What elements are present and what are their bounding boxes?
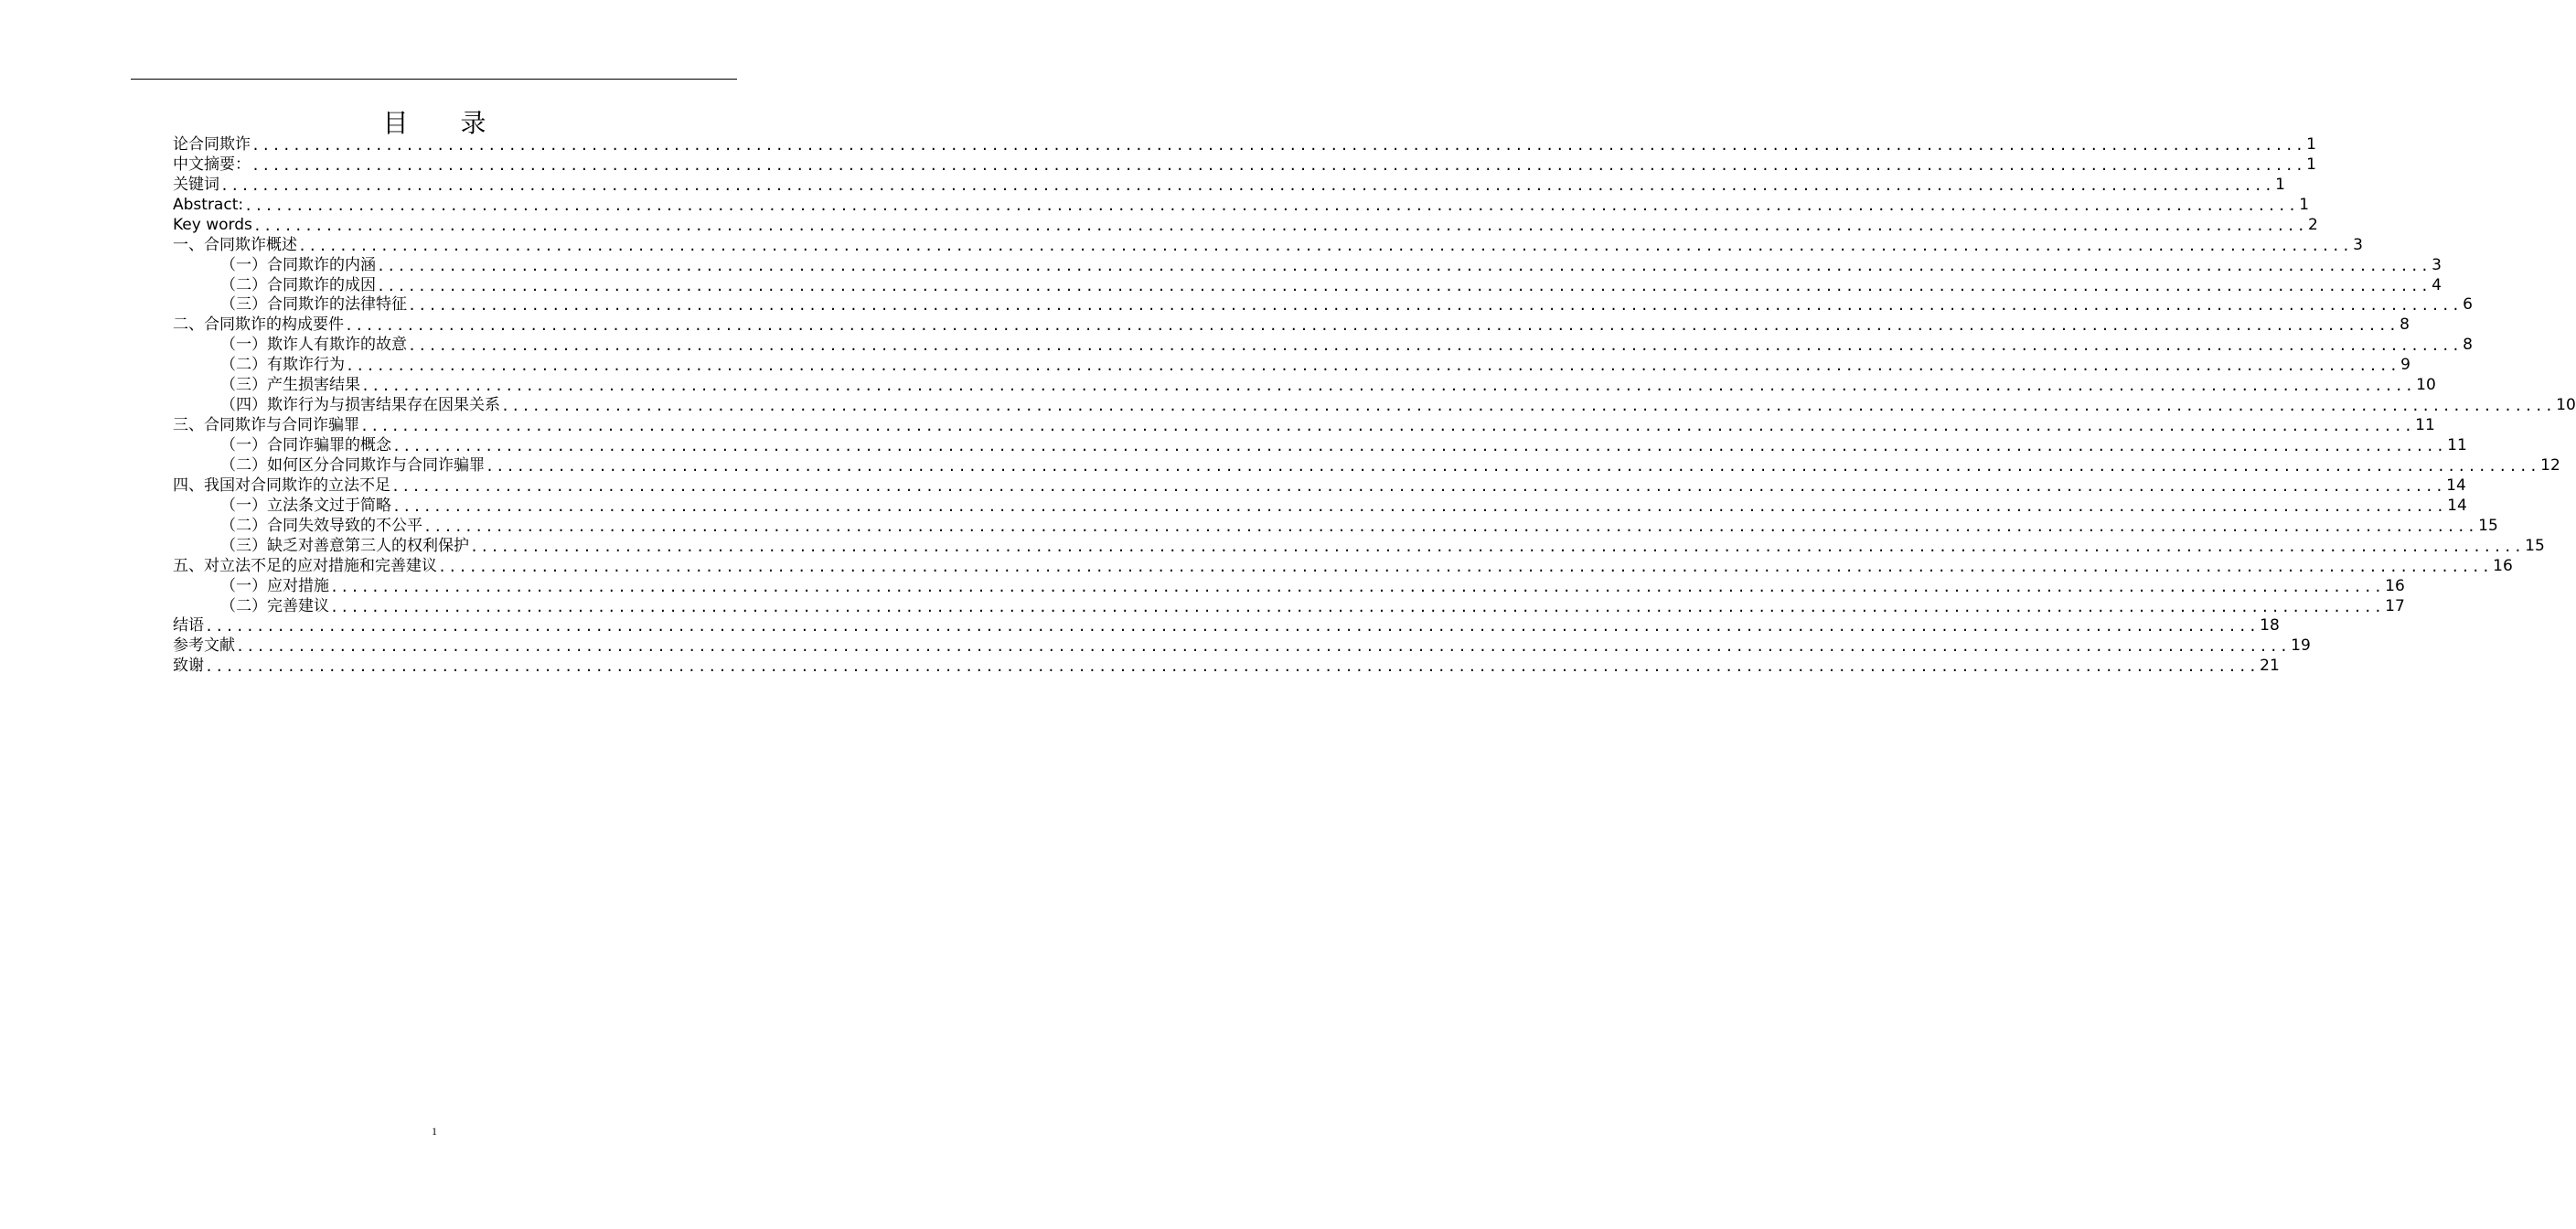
toc-dot-leader: ........................................................................................................................................................................................................: [361, 378, 2416, 395]
toc-entry[interactable]: [173, 657, 2280, 677]
toc-entry-title: （二）如何区分合同欺诈与合同诈骗罪: [220, 455, 485, 475]
toc-dot-leader: ........................................................................................................................................................................................................: [345, 317, 2400, 335]
toc-entry-title: 致谢: [173, 657, 204, 676]
toc-dot-leader: ........................................................................................................................................................................................................: [360, 418, 2415, 435]
toc-entry[interactable]: [173, 356, 2410, 376]
toc-entry[interactable]: [173, 476, 2466, 497]
toc-entry-page: 4: [2432, 275, 2442, 294]
toc-entry[interactable]: [173, 336, 2473, 356]
toc-entry-title: Key words: [173, 215, 252, 234]
toc-entry-title: 关键词: [173, 175, 219, 194]
toc-entry-page: 10: [2416, 376, 2436, 395]
toc-entry-page: 19: [2291, 636, 2311, 656]
toc-dot-leader: ........................................................................................................................................................................................................: [298, 237, 2353, 254]
toc-entry-title: （二）合同失效导致的不公平: [220, 516, 422, 535]
toc-entry[interactable]: [173, 516, 2498, 537]
toc-entry[interactable]: [173, 636, 2311, 657]
toc-entry-title: （一）立法条文过于简略: [220, 496, 391, 515]
header-rule: [131, 79, 737, 80]
toc-entry-title: Abstract:: [173, 195, 244, 214]
toc-entry-page: 12: [2540, 455, 2560, 475]
toc-entry-page: 1: [2299, 195, 2310, 214]
toc-entry[interactable]: [173, 576, 2405, 597]
toc-entry-page: 8: [2463, 336, 2473, 355]
toc-dot-leader: ........................................................................................................................................................................................................: [220, 176, 2275, 194]
toc-entry-page: 21: [2260, 657, 2280, 676]
toc-entry-title: （三）缺乏对善意第三人的权利保护: [220, 536, 469, 555]
toc-dot-leader: ........................................................................................................................................................................................................: [391, 477, 2446, 495]
toc-dot-leader: ........................................................................................................................................................................................................: [438, 558, 2493, 575]
toc-dot-leader: ........................................................................................................................................................................................................: [377, 277, 2432, 294]
toc-dot-leader: ........................................................................................................................................................................................................: [501, 398, 2556, 415]
toc-entry-title: 中文摘要：: [173, 155, 251, 174]
toc-dot-leader: ........................................................................................................................................................................................................: [251, 136, 2306, 154]
toc-entry-title: （二）有欺诈行为: [220, 356, 345, 375]
toc-entry-title: （二）完善建议: [220, 596, 329, 615]
toc-entry[interactable]: [173, 134, 2316, 155]
toc-entry[interactable]: [173, 496, 2467, 517]
toc-entry-page: 17: [2385, 596, 2405, 615]
toc-entry[interactable]: [173, 396, 2576, 416]
toc-dot-leader: ........................................................................................................................................................................................................: [377, 257, 2432, 274]
toc-entry-page: 1: [2306, 155, 2316, 174]
toc-entry-title: 四、我国对合同欺诈的立法不足: [173, 476, 390, 495]
toc-dot-leader: ........................................................................................................................................................................................................: [330, 578, 2385, 595]
toc-entry[interactable]: [173, 215, 2318, 236]
toc-entry[interactable]: [173, 275, 2442, 296]
toc-entry-page: 1: [2275, 175, 2285, 194]
toc-entry-page: 3: [2353, 235, 2363, 254]
toc-dot-leader: ........................................................................................................................................................................................................: [252, 217, 2308, 234]
toc-entry-title: （二）合同欺诈的成因: [220, 275, 376, 294]
toc-entry[interactable]: [173, 255, 2442, 276]
toc-entry-page: 14: [2446, 476, 2466, 495]
toc-entry[interactable]: [173, 536, 2545, 557]
toc-entry-page: 16: [2385, 576, 2405, 595]
toc-entry[interactable]: [173, 155, 2316, 176]
toc-entry[interactable]: [173, 455, 2560, 476]
toc-entry-title: （一）合同欺诈的内涵: [220, 255, 376, 274]
toc-entry[interactable]: [173, 315, 2410, 336]
toc-entry[interactable]: [173, 556, 2513, 577]
toc-entry-title: （一）应对措施: [220, 576, 329, 595]
toc-entry-page: 3: [2432, 255, 2442, 274]
toc-dot-leader: ........................................................................................................................................................................................................: [408, 337, 2463, 355]
toc-entry-title: （三）产生损害结果: [220, 376, 360, 395]
toc-dot-leader: ........................................................................................................................................................................................................: [251, 156, 2306, 174]
toc-entry-title: 三、合同欺诈与合同诈骗罪: [173, 416, 359, 435]
toc-dot-leader: ........................................................................................................................................................................................................: [236, 638, 2291, 656]
toc-entry-page: 11: [2415, 416, 2435, 435]
toc-dot-leader: ........................................................................................................................................................................................................: [486, 457, 2540, 475]
toc-title: 目 录: [382, 108, 508, 138]
toc-entry-page: 11: [2447, 436, 2467, 455]
toc-entry-page: 15: [2525, 536, 2545, 555]
toc-entry[interactable]: [173, 295, 2473, 316]
toc-entry-title: 结语: [173, 616, 204, 636]
toc-entry-title: 二、合同欺诈的构成要件: [173, 315, 344, 335]
toc-entry[interactable]: [173, 416, 2435, 436]
toc-dot-leader: ........................................................................................................................................................................................................: [346, 358, 2400, 375]
toc-entry[interactable]: [173, 376, 2436, 396]
toc-dot-leader: ........................................................................................................................................................................................................: [330, 598, 2385, 615]
toc-entry[interactable]: [173, 195, 2310, 216]
toc-dot-leader: ........................................................................................................................................................................................................: [392, 438, 2447, 454]
toc-entry-page: 18: [2260, 616, 2280, 636]
page-number: 1: [432, 1125, 437, 1138]
toc-list: [173, 134, 2576, 677]
toc-entry[interactable]: [173, 596, 2405, 617]
toc-entry[interactable]: [173, 175, 2285, 196]
toc-dot-leader: ........................................................................................................................................................................................................: [423, 518, 2478, 535]
toc-dot-leader: ........................................................................................................................................................................................................: [408, 297, 2463, 315]
toc-entry-page: 16: [2493, 556, 2513, 575]
toc-dot-leader: ........................................................................................................................................................................................................: [470, 538, 2525, 555]
toc-entry-page: 14: [2447, 496, 2467, 515]
toc-entry-title: （一）欺诈人有欺诈的故意: [220, 336, 407, 355]
toc-entry-page: 8: [2400, 315, 2410, 335]
toc-entry-title: 一、合同欺诈概述: [173, 235, 297, 254]
toc-entry-title: （四）欺诈行为与损害结果存在因果关系: [220, 396, 500, 415]
toc-entry[interactable]: [173, 235, 2363, 256]
toc-entry-page: 6: [2463, 295, 2473, 315]
toc-entry[interactable]: [173, 436, 2467, 456]
toc-entry-title: 参考文献: [173, 636, 235, 656]
toc-dot-leader: ........................................................................................................................................................................................................: [244, 197, 2299, 214]
toc-entry-page: 1: [2306, 134, 2316, 154]
toc-dot-leader: ........................................................................................................................................................................................................: [392, 497, 2447, 515]
toc-entry[interactable]: [173, 616, 2280, 637]
toc-entry-title: 五、对立法不足的应对措施和完善建议: [173, 556, 437, 575]
toc-dot-leader: ........................................................................................................................................................................................................: [205, 658, 2260, 676]
toc-entry-page: 2: [2308, 215, 2318, 234]
toc-dot-leader: ........................................................................................................................................................................................................: [205, 618, 2260, 636]
toc-entry-page: 9: [2400, 356, 2410, 375]
toc-entry-page: 15: [2478, 516, 2498, 535]
toc-entry-title: （一）合同诈骗罪的概念: [220, 436, 391, 455]
toc-entry-title: 论合同欺诈: [173, 134, 251, 154]
toc-entry-page: 10: [2556, 396, 2576, 415]
toc-entry-title: （三）合同欺诈的法律特征: [220, 295, 407, 315]
